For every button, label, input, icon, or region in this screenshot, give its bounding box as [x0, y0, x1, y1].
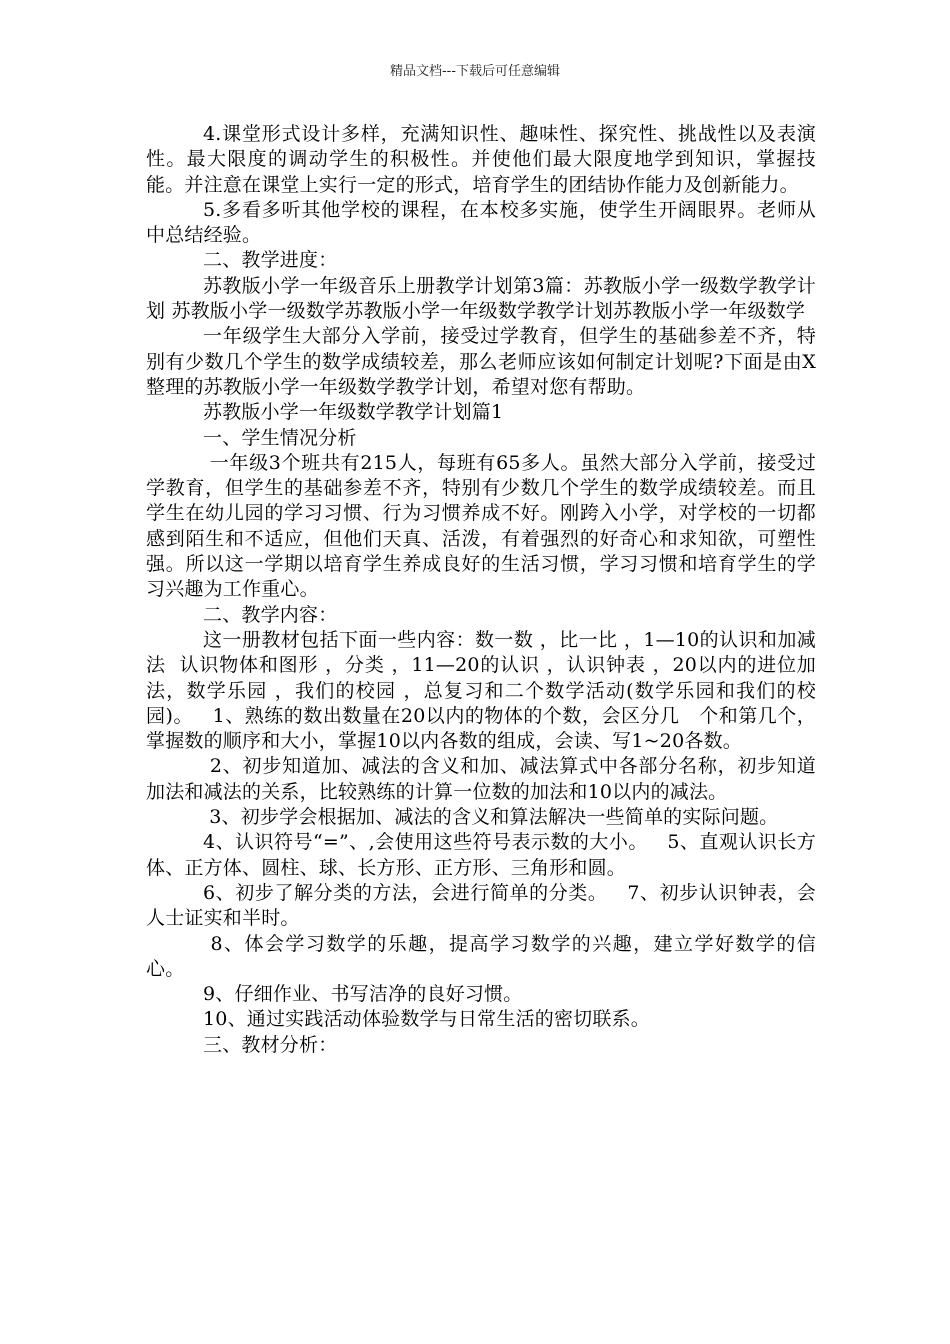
heading-teaching-content: 二、教学内容：	[203, 603, 338, 626]
list-item-3: 3、初步学会根据加、减法的含义和算法解决一些简单的实际问题。	[203, 806, 779, 829]
paragraph-article-title: 苏教版小学一年级音乐上册教学计划第3篇：苏教版小学一级数学教学计划 苏教版小学一级数学苏教版小学一年级数学教学计划苏教版小学一年级数学	[146, 274, 816, 323]
list-item-6-7: 6、初步了解分类的方法，会进行简单的分类。 7、初步认识钟表，会人士证实和半时。	[146, 881, 816, 930]
paragraph-observe-courses: 5.多看多听其他学校的课程，在本校多实施，使学生开阔眼界。老师从中总结经验。	[146, 198, 816, 247]
list-item-2: 2、初步知道加、减法的含义和加、减法算式中各部分名称，初步知道加法和减法的关系，比较熟练的计算一位数的加法和10以内的减法。	[146, 755, 816, 803]
paragraph-student-analysis: 一年级3个班共有215人，每班有65多人。虽然大部分入学前，接受过学教育，但学生的基础参差不齐，特别有少数几个学生的数学成绩较差。而且学生在幼儿园的学习习惯、行为习惯养成不好。刚跨入小学，对学校的一切都感到陌生和不适应，但他们天真、活泼，有着强烈的好奇心和求知欲，可塑性强。所以这一学期以培育学生养成良好的生活习惯，学习习惯和培育学生的学习兴趣为工作重心。	[146, 451, 816, 601]
list-item-10: 10、通过实践活动体验数学与日常生活的密切联系。	[203, 1008, 650, 1031]
paragraph-intro: 一年级学生大部分入学前，接受过学教育，但学生的基础参差不齐，特别有少数几个学生的数学成绩较差，那么老师应该如何制定计划呢?下面是由X整理的苏教版小学一年级数学教学计划，希望对您有帮助。	[146, 325, 816, 398]
paragraph-course-design: 4.课堂形式设计多样，充满知识性、趣味性、探究性、挑战性以及表演性。最大限度的调动学生的积极性。并使他们最大限度地学到知识，掌握技能。并注意在课堂上实行一定的形式，培育学生的团结协作能力及创新能力。	[146, 123, 816, 196]
paragraph-teaching-content: 这一册教材包括下面一些内容：数一数 ，比一比 ，1—10的认识和加减法 认识物体和图形 ，分类 ，11—20的认识 ，认识钟表 ，20以内的进位加法，数学乐园 ，我们的校园 ，总复习和二个数学活动(数学乐园和我们的校园)。 1、熟练的数出数量在20以内的物体的个数，会区分几 个和第几个，掌握数的顺序和大小，掌握10以内各数的组成，会读、写1~20各数。	[146, 628, 816, 753]
list-item-9: 9、仔细作业、书写洁净的良好习惯。	[203, 983, 523, 1006]
heading-teaching-progress: 二、教学进度：	[203, 249, 338, 272]
heading-student-analysis: 一、学生情况分析	[203, 426, 357, 449]
heading-textbook-analysis: 三、教材分析：	[203, 1033, 338, 1056]
page-header: 精品文档---下载后可任意编辑	[389, 64, 561, 79]
list-item-4-5: 4、认识符号“=”、,会使用这些符号表示数的大小。 5、直观认识长方体、正方体、圆柱、球、长方形、正方形、三角形和圆。	[146, 831, 816, 879]
list-item-8: 8、体会学习数学的乐趣，提高学习数学的兴趣，建立学好数学的信心。	[146, 932, 816, 980]
heading-plan-part-1: 苏教版小学一年级数学教学计划篇1	[203, 401, 504, 424]
document-body	[146, 122, 816, 1058]
